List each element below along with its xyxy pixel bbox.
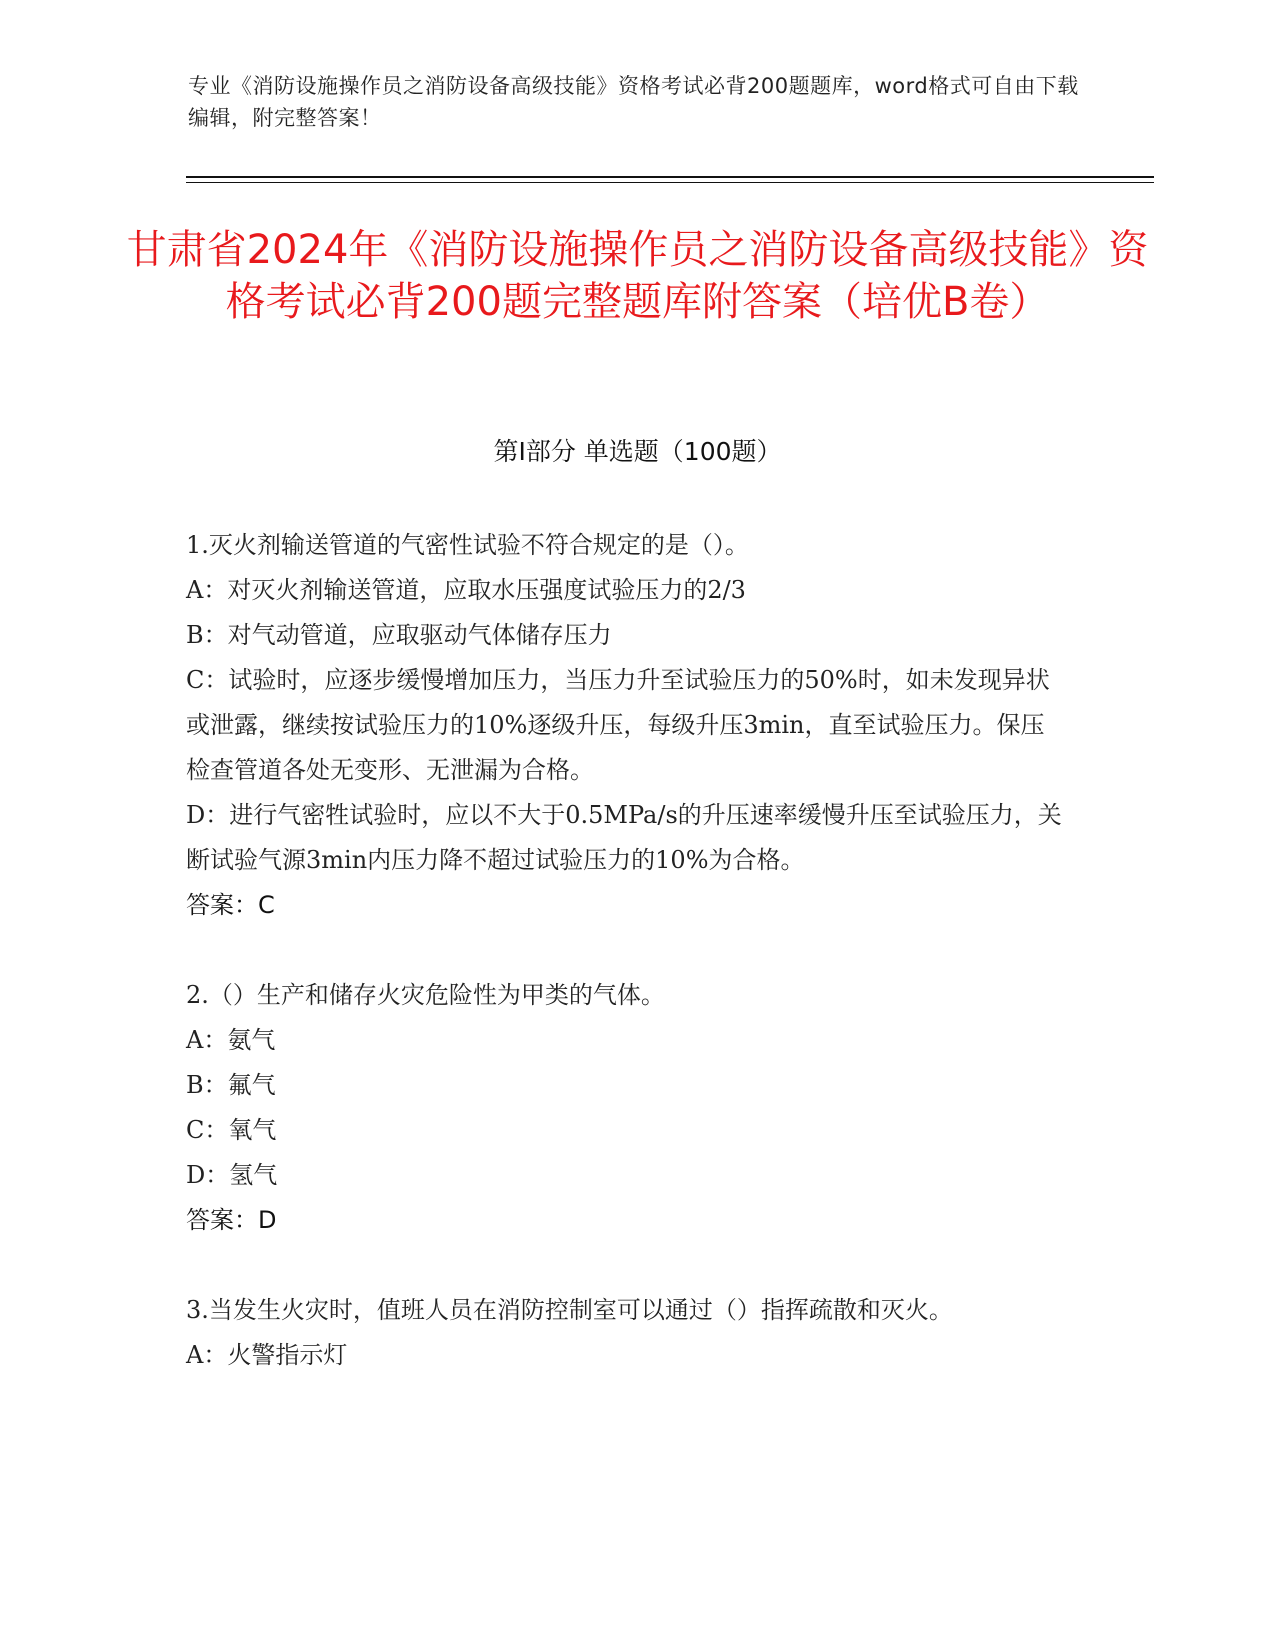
question-option: B：氟气 — [186, 1071, 276, 1099]
question-option: A：氨气 — [186, 1026, 276, 1054]
question-spacer — [186, 928, 1066, 973]
question-stem: 2.（）生产和储存火灾危险性为甲类的气体。 — [186, 981, 665, 1009]
header-note: 专业《消防设施操作员之消防设备高级技能》资格考试必背200题题库，word格式可自由下载编辑，附完整答案！ — [188, 74, 1079, 130]
question-option: D：氢气 — [186, 1161, 278, 1189]
question-option: A：火警指示灯 — [186, 1341, 348, 1369]
question-stem: 3.当发生火灾时，值班人员在消防控制室可以通过（）指挥疏散和灭火。 — [186, 1296, 953, 1324]
question-spacer — [186, 1243, 1066, 1288]
question-item — [186, 973, 1066, 1243]
section-title: 第Ⅰ部分 单选题（100题） — [493, 437, 782, 466]
document-title: 甘肃省2024年《消防设施操作员之消防设备高级技能》资格考试必背200题完整题库附答案（培优B卷） — [126, 227, 1149, 325]
question-list — [186, 523, 1066, 1378]
question-option: C：试验时，应逐步缓慢增加压力，当压力升至试验压力的50%时，如未发现异状或泄露，继续按试验压力的10%逐级升压，每级升压3min，直至试验压力。保压检查管道各处无变形、无泄漏为合格。 — [186, 666, 1050, 784]
question-answer: 答案：C — [186, 891, 275, 919]
header-rule-thin — [186, 182, 1154, 183]
question-option: A：对灭火剂输送管道，应取水压强度试验压力的2/3 — [186, 576, 746, 604]
question-option: C：氧气 — [186, 1116, 277, 1144]
question-stem: 1.灭火剂输送管道的气密性试验不符合规定的是（）。 — [186, 531, 749, 559]
question-item — [186, 1288, 1066, 1378]
question-item — [186, 523, 1066, 928]
question-option: D：进行气密牲试验时，应以不大于0.5MPa/s的升压速率缓慢升压至试验压力，关断试验气源3min内压力降不超过试验压力的10%为合格。 — [186, 801, 1062, 874]
question-option: B：对气动管道，应取驱动气体储存压力 — [186, 621, 612, 649]
header-rule-thick — [186, 176, 1154, 178]
question-answer: 答案：D — [186, 1206, 277, 1234]
